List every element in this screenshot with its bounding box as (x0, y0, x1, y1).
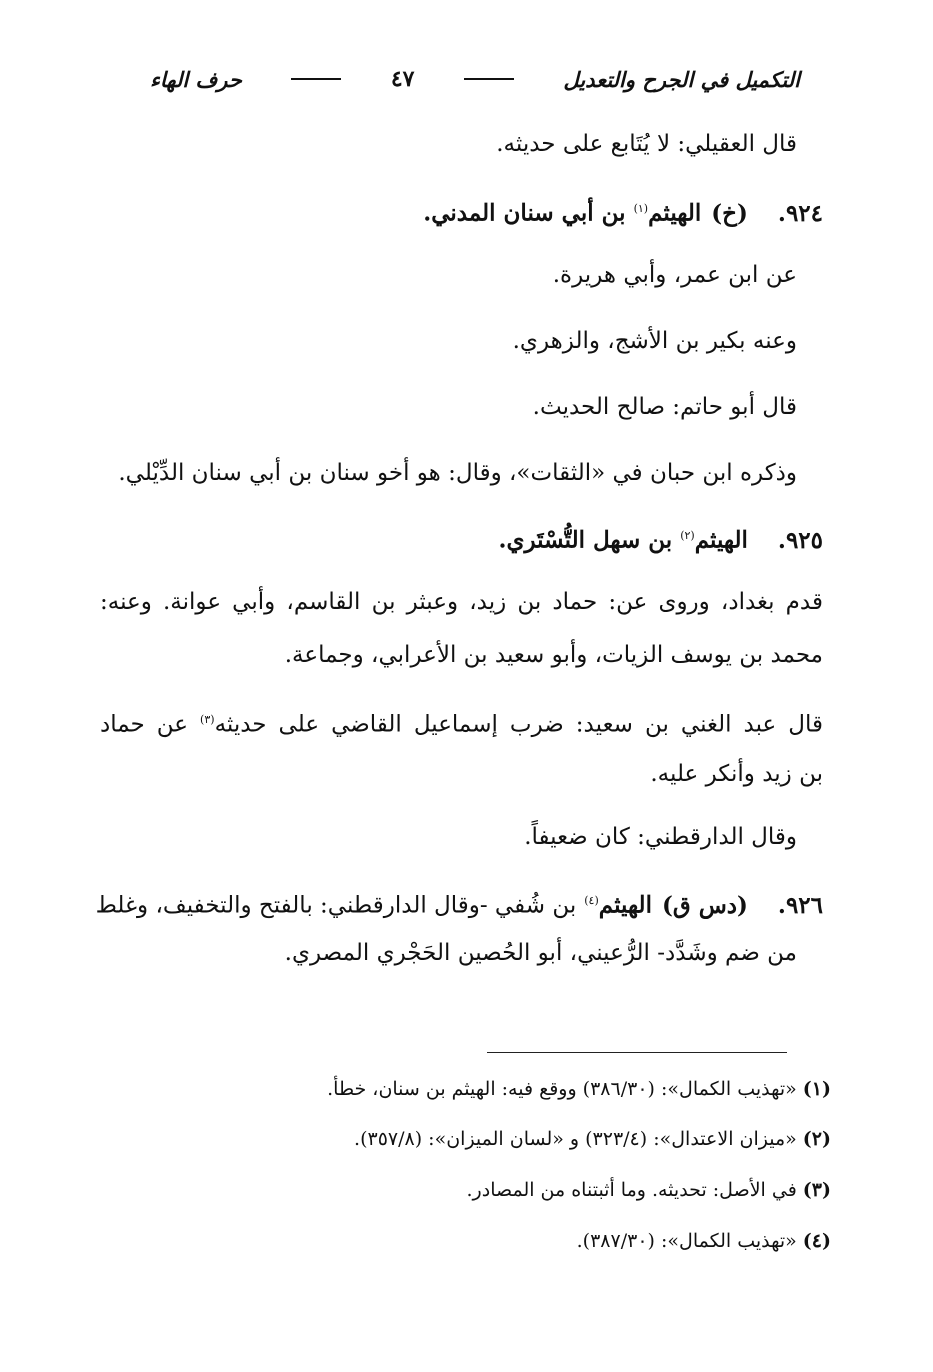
body-line: عن ابن عمر، وأبي هريرة. (552, 262, 797, 288)
footnote-text: في الأصل: تحديثه. وما أثبتناه من المصادر. (466, 1179, 797, 1201)
entry-number: ٩٢٤. (777, 199, 823, 227)
entry-name-rest: بن أبي سنان المدني. (423, 199, 626, 227)
body-line: قال العقيلي: لا يُتَابع على حديثه. (496, 131, 797, 157)
entry-926-heading (95, 884, 823, 923)
entry-925-heading (498, 519, 823, 558)
footnote-text: «تهذيب الكمال»: (٣٨٦/٣٠) ووقع فيه: الهيثم بن سنان، خطأ. (327, 1078, 797, 1100)
footnote-ref: (١) (633, 202, 649, 215)
entry-name-rest: بن سهل التُّسْتَري. (498, 526, 673, 554)
page-number: ٤٧ (390, 66, 415, 92)
entry-924-heading (423, 192, 823, 231)
entry-number: ٩٢٦. (777, 891, 823, 919)
footnote-ref: (٢) (680, 529, 695, 542)
footnote (577, 1226, 831, 1256)
body-line: قدم بغداد، وروى عن: حماد بن زيد، وعبثر بن القاسم، وأبي عوانة. وعنه: (100, 589, 823, 615)
body-line: من ضم وشَدَّد- الرُّعيني، أبو الحُصين الحَجْري المصري. (284, 940, 797, 966)
body-line: بن زيد وأنكر عليه. (650, 761, 823, 787)
footnote (354, 1124, 831, 1154)
footnote-number: (١) (802, 1078, 831, 1100)
footnote-number: (٤) (802, 1230, 831, 1252)
header-rule-left (291, 78, 341, 80)
footnote (467, 1175, 831, 1205)
entry-code: (خ) (711, 199, 748, 227)
footnote (327, 1074, 831, 1104)
body-line: محمد بن يوسف الزيات، وأبو سعيد بن الأعرابي، وجماعة. (284, 642, 823, 668)
running-header (150, 58, 800, 100)
footnote-number: (٣) (802, 1179, 831, 1201)
entry-name-rest: بن شُفي -وقال الدارقطني: بالفتح والتخفيف، وغلط (95, 892, 577, 919)
header-rule-right (464, 78, 514, 80)
footnote-separator (487, 1052, 787, 1053)
book-title: التكميل في الجرح والتعديل (563, 66, 800, 92)
body-line (100, 703, 823, 742)
section-title: حرف الهاء (150, 66, 242, 92)
body-line: وعنه بكير بن الأشج، والزهري. (512, 328, 797, 354)
entry-name: الهيثم (598, 891, 652, 919)
footnote-text: «ميزان الاعتدال»: (٣٢٣/٤) و «لسان الميزان»: (٣٥٧/٨). (354, 1128, 797, 1150)
entry-name: الهيثم (648, 199, 702, 227)
body-line: وقال الدارقطني: كان ضعيفاً. (524, 824, 797, 850)
entry-code: (دس ق) (661, 891, 748, 919)
entry-number: ٩٢٥. (777, 526, 823, 554)
footnote-number: (٢) (802, 1128, 831, 1150)
body-line: قال أبو حاتم: صالح الحديث. (532, 394, 797, 420)
entry-name: الهيثم (694, 526, 748, 554)
footnote-ref: (٤) (584, 894, 599, 907)
footnote-text: «تهذيب الكمال»: (٣٨٧/٣٠). (576, 1230, 797, 1252)
body-text: عن حماد (100, 711, 201, 738)
footnote-ref: (٣) (200, 713, 215, 726)
body-text: قال عبد الغني بن سعيد: ضرب إسماعيل القاضي على حديثه (214, 711, 823, 738)
body-line: وذكره ابن حبان في «الثقات»، وقال: هو أخو سنان بن أبي سنان الدِّيْلي. (118, 460, 797, 486)
